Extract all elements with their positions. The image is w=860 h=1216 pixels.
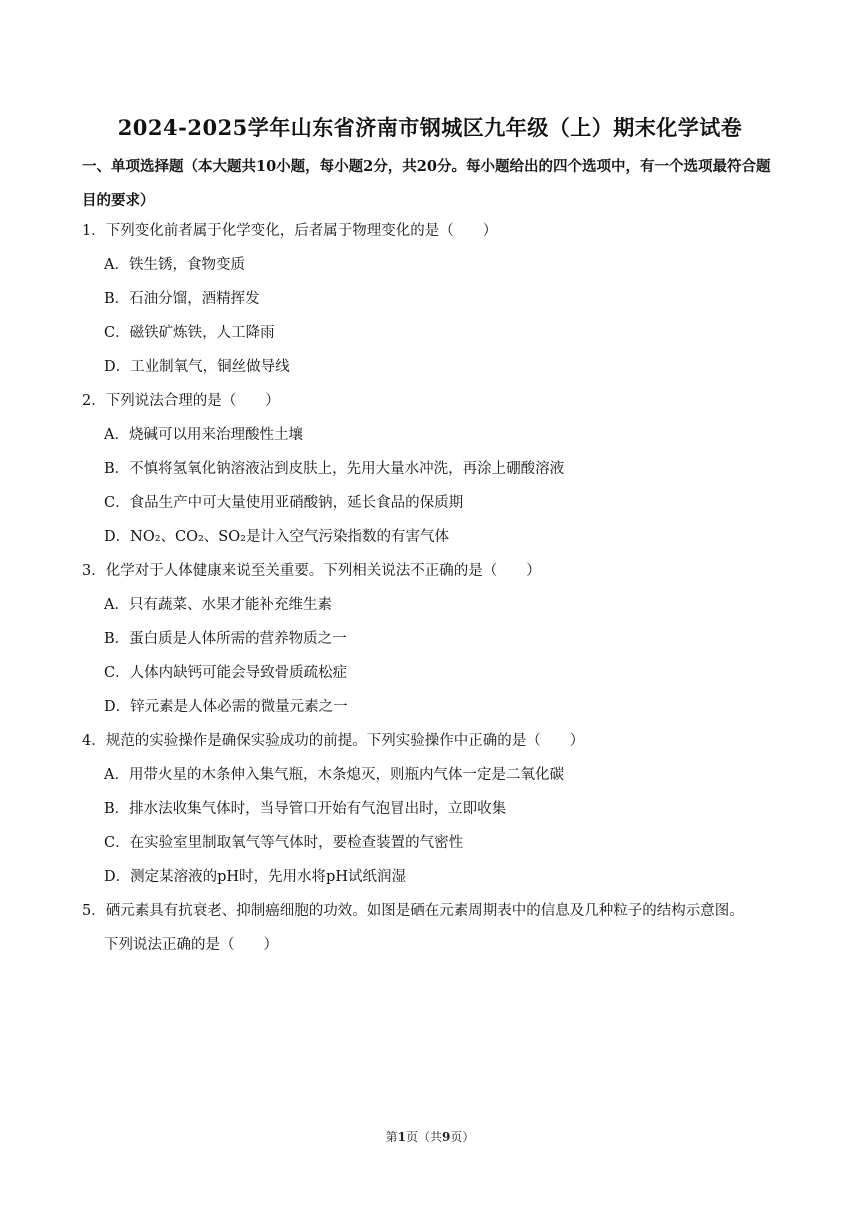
question-3-option-d: D．锌元素是人体必需的微量元素之一 <box>104 699 348 715</box>
question-3-option-c: C．人体内缺钙可能会导致骨质疏松症 <box>104 665 348 681</box>
footer-total-pages: 9 <box>442 1130 451 1144</box>
question-3-stem: 3．化学对于人体健康来说至关重要。下列相关说法不正确的是（ ） <box>82 563 541 579</box>
page-footer <box>0 1128 860 1145</box>
footer-mid: 页（共 <box>405 1130 442 1144</box>
question-2-option-a: A．烧碱可以用来治理酸性土壤 <box>104 427 303 443</box>
question-2-option-c: C．食品生产中可大量使用亚硝酸钠，延长食品的保质期 <box>104 495 464 511</box>
question-1-stem: 1．下列变化前者属于化学变化，后者属于物理变化的是（ ） <box>82 223 498 239</box>
question-5-stem-continuation: 下列说法正确的是（ ） <box>104 937 278 953</box>
section-heading: 一、单项选择题（本大题共10小题，每小题2分，共20分。每小题给出的四个选项中，有一个选项最符合题目的要求） <box>82 158 771 209</box>
question-4-option-a: A．用带火星的木条伸入集气瓶，木条熄灭，则瓶内气体一定是二氧化碳 <box>104 767 564 783</box>
footer-post: 页） <box>450 1130 475 1144</box>
question-2-stem: 2．下列说法合理的是（ ） <box>82 393 280 409</box>
question-5-stem: 5．硒元素具有抗衰老、抑制癌细胞的功效。如图是硒在元素周期表中的信息及几种粒子的结构示意图。 <box>82 903 744 919</box>
question-2-option-d: D．NO₂、CO₂、SO₂是计入空气污染指数的有害气体 <box>104 529 449 545</box>
question-4-option-c: C．在实验室里制取氧气等气体时，要检查装置的气密性 <box>104 835 464 851</box>
question-1-option-d: D．工业制氧气，铜丝做导线 <box>104 359 290 375</box>
question-1-option-c: C．磁铁矿炼铁，人工降雨 <box>104 325 275 341</box>
question-1-option-a: A．铁生锈，食物变质 <box>104 257 245 273</box>
footer-page-number: 1 <box>397 1130 406 1144</box>
question-1-option-b: B．石油分馏，酒精挥发 <box>104 291 260 307</box>
question-4-option-b: B．排水法收集气体时，当导管口开始有气泡冒出时，立即收集 <box>104 801 507 817</box>
page-title: 2024-2025学年山东省济南市钢城区九年级（上）期末化学试卷 <box>117 115 743 140</box>
footer-pre: 第 <box>385 1130 398 1144</box>
question-2-option-b: B．不慎将氢氧化钠溶液沾到皮肤上，先用大量水冲洗，再涂上硼酸溶液 <box>104 461 565 477</box>
question-3-option-b: B．蛋白质是人体所需的营养物质之一 <box>104 631 347 647</box>
question-3-option-a: A．只有蔬菜、水果才能补充维生素 <box>104 597 332 613</box>
question-4-stem: 4．规范的实验操作是确保实验成功的前提。下列实验操作中正确的是（ ） <box>82 733 585 749</box>
question-4-option-d: D．测定某溶液的pH时，先用水将pH试纸润湿 <box>104 869 406 885</box>
